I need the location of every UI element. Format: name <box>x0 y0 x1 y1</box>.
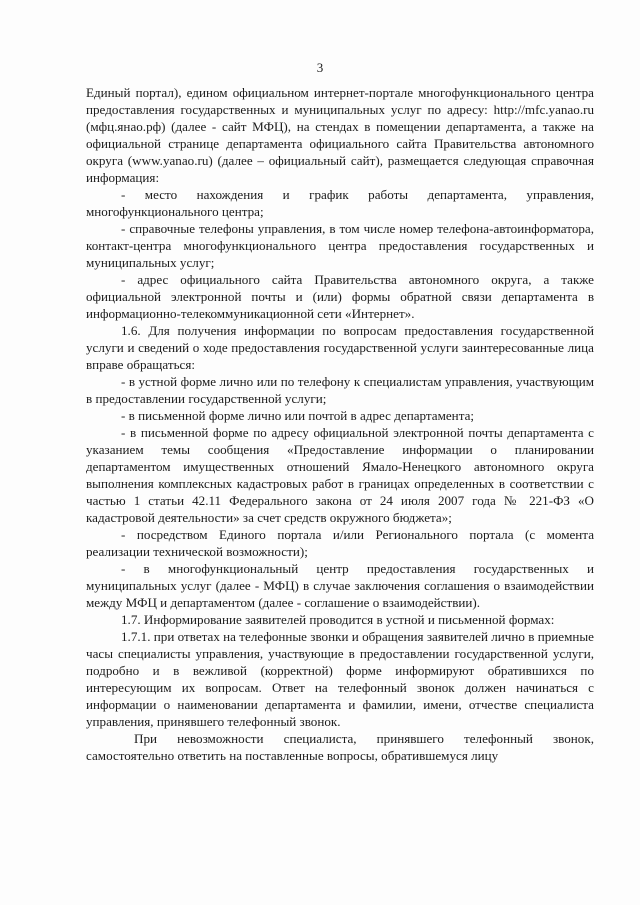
section-1-7: 1.7. Информирование заявителей проводится в устной и письменной формах: <box>121 612 555 627</box>
list-item-portal: - посредством Единого портала и/или Регионального портала (с момента реализации технической возможности); <box>86 527 594 559</box>
list-item-email: - в письменной форме по адресу официальной электронной почты департамента с указанием темы сообщения «Предоставление информации о планировании департаментом имущественных отношений Ямало-Ненецкого автономного округа выполнения комплексных кадастровых работ в границах определенных в соответствии с частью 1 статьи 42.11 Федерального закона от 24 июля 2007 года № 221-ФЗ «О кадастровой деятельности» за счет средств окружного бюджета»; <box>86 425 594 525</box>
list-item-location: - место нахождения и график работы департамента, управления, многофункционального центра; <box>86 187 594 219</box>
paragraph-info-placement: Единый портал), едином официальном интернет-портале многофункционального центра предоставления государственных и муниципальных услуг по адресу: http://mfc.yanao.ru (мфц.янао.рф) (далее - сайт МФЦ), на стендах в помещении департамента, а также на официальной странице департамента официального сайта Правительства автономного округа (www.yanao.ru) (далее – официальный сайт), размещается следующая справочная информация: <box>86 85 594 185</box>
document-body <box>86 84 594 764</box>
list-item-mfc: - в многофункциональный центр предоставления государственных и муниципальных услуг (далее - МФЦ) в случае заключения соглашения о взаимодействии между МФЦ и департаментом (далее - соглашение о взаимодействии). <box>86 561 594 610</box>
section-1-6: 1.6. Для получения информации по вопросам предоставления государственной услуги и сведений о ходе предоставления государственной услуги заинтересованные лица вправе обращаться: <box>86 323 594 372</box>
list-item-phones: - справочные телефоны управления, в том числе номер телефона-автоинформатора, контакт-центра многофункционального центра предоставления государственных и муниципальных услуг; <box>86 221 594 270</box>
paragraph-unable-to-answer: При невозможности специалиста, принявшего телефонный звонок, самостоятельно ответить на поставленные вопросы, обратившемуся лицу <box>86 731 594 763</box>
section-1-7-1: 1.7.1. при ответах на телефонные звонки и обращения заявителей лично в приемные часы специалисты управления, участвующие в предоставлении государственной услуги, подробно и в вежливой (корректной) форме информируют обратившихся по интересующим их вопросам. Ответ на телефонный звонок должен начинаться с информации о наименовании департамента и фамилии, имени, отчестве специалиста управления, принявшего телефонный звонок. <box>86 629 594 729</box>
page-number: 3 <box>316 60 324 75</box>
list-item-written: - в письменной форме лично или почтой в адрес департамента; <box>121 408 475 423</box>
list-item-oral: - в устной форме лично или по телефону к специалистам управления, участвующим в предоставлении государственной услуги; <box>86 374 594 406</box>
list-item-website: - адрес официального сайта Правительства автономного округа, а также официальной электронной почты и (или) формы обратной связи департамента в информационно-телекоммуникационной сети «Интернет». <box>86 272 594 321</box>
